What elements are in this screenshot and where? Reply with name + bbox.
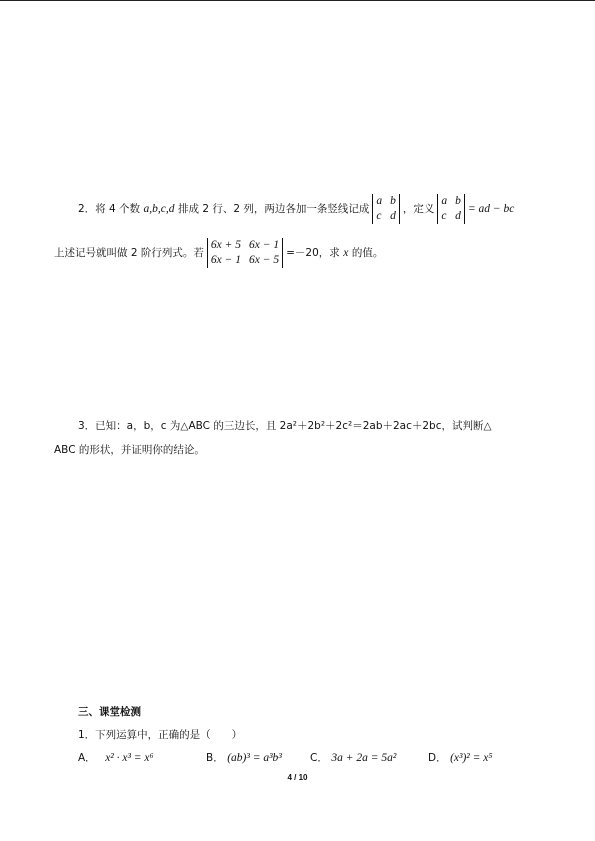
option-expr: (ab)³ = a³b³ bbox=[227, 752, 282, 764]
header-rule bbox=[0, 0, 595, 1]
q2-text-pre: 将 4 个数 bbox=[95, 203, 141, 215]
section-q1: 1．下列运算中，正确的是（ ） bbox=[78, 729, 243, 741]
option-label: A． bbox=[78, 752, 96, 764]
option-d bbox=[428, 750, 492, 765]
option-label: D． bbox=[428, 752, 447, 764]
section-heading: 三、课堂检测 bbox=[78, 706, 141, 718]
det-cell: 6x − 5 bbox=[248, 254, 280, 266]
option-label: C． bbox=[310, 752, 328, 764]
q3-line1: 3．已知：a，b，c 为△ABC 的三边长，且 2a²＋2b²＋2c²＝2ab＋2ac＋2bc，试判断△ bbox=[78, 420, 492, 432]
option-b bbox=[206, 750, 282, 765]
q2-line2-post: =－20，求 bbox=[286, 247, 340, 259]
q2-line1 bbox=[78, 194, 514, 224]
det-cell: 6x + 5 bbox=[210, 239, 241, 251]
det-cell: a bbox=[441, 195, 448, 207]
q2-number: 2． bbox=[78, 203, 96, 215]
q2-line2-end: 的值。 bbox=[351, 247, 384, 259]
page-number: 4 / 10 bbox=[287, 773, 308, 782]
option-a bbox=[78, 750, 154, 765]
det-cell: c bbox=[441, 210, 447, 222]
det-cell: c bbox=[376, 210, 382, 222]
q2-vars: a,b,c,d bbox=[143, 203, 175, 215]
option-expr: 3a + 2a = 5a² bbox=[331, 752, 397, 764]
option-expr: (x³)² = x⁵ bbox=[450, 752, 493, 764]
q2-text-mid: 排成 2 行、2 列，两边各加一条竖线记成 bbox=[178, 203, 370, 215]
det-cell: 6x − 1 bbox=[210, 254, 241, 266]
q2-text-def: ，定义 bbox=[402, 203, 435, 215]
determinant-equation bbox=[207, 238, 283, 268]
det-cell: d bbox=[455, 210, 461, 222]
determinant-formula: = ad − bc bbox=[467, 203, 515, 215]
determinant-notation bbox=[372, 194, 400, 224]
det-cell: b bbox=[390, 195, 396, 207]
q2-line2-pre: 上述记号就叫做 2 阶行列式。若 bbox=[54, 247, 204, 259]
det-cell: d bbox=[390, 210, 396, 222]
determinant-definition bbox=[437, 194, 465, 224]
option-c bbox=[310, 750, 396, 765]
det-cell: 6x − 1 bbox=[248, 239, 280, 251]
q3-line2: ABC 的形状，并证明你的结论。 bbox=[54, 444, 205, 456]
q2-line2 bbox=[54, 238, 383, 268]
det-cell: b bbox=[455, 195, 461, 207]
det-cell: a bbox=[376, 195, 383, 207]
q2-x-var: x bbox=[343, 247, 349, 259]
option-expr: x² · x³ = x⁶ bbox=[105, 752, 154, 764]
option-label: B． bbox=[206, 752, 224, 764]
